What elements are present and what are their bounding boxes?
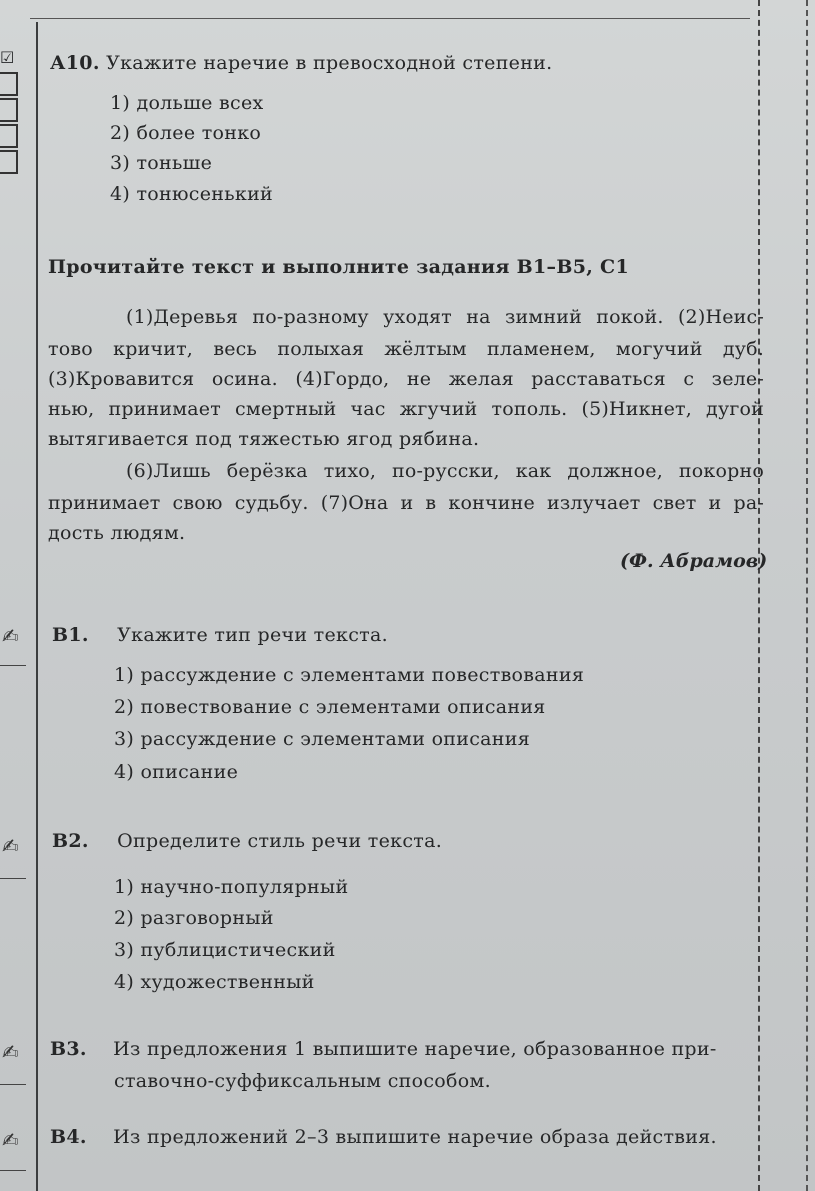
question-text: Определите стиль речи текста. xyxy=(117,830,443,852)
b2-option-3: 3) публицистический xyxy=(114,939,336,961)
question-number: В1. xyxy=(52,624,89,646)
b2-option-2: 2) разговорный xyxy=(114,907,274,929)
answer-line[interactable] xyxy=(0,1084,26,1085)
question-number: В3. xyxy=(50,1038,87,1060)
b1-option-2: 2) повествование с элементами описания xyxy=(114,696,546,718)
a10-option-1: 1) дольше всех xyxy=(110,92,264,114)
b1-option-1: 1) рассуждение с элементами повествования xyxy=(114,664,585,686)
passage-line-3: (3)Кровавится осина. (4)Гордо, не желая расставаться с зеле- xyxy=(48,368,764,390)
question-b1 xyxy=(52,624,388,646)
answer-line[interactable] xyxy=(0,878,26,879)
passage-line-4: нью, принимает смертный час жгучий тополь. (5)Никнет, дугой xyxy=(48,398,764,420)
answer-line[interactable] xyxy=(0,665,26,666)
question-text: Укажите тип речи текста. xyxy=(117,624,388,646)
a10-option-2: 2) более тонко xyxy=(110,122,262,144)
question-b3 xyxy=(50,1038,717,1060)
pencil-icon: ✍ xyxy=(2,1128,19,1152)
passage-line-8: дость людям. xyxy=(48,522,186,544)
passage-line-1: (1)Деревья по-разному уходят на зимний покой. (2)Неис- xyxy=(126,306,764,328)
answer-box-2[interactable] xyxy=(0,98,18,122)
answer-line[interactable] xyxy=(0,1170,26,1171)
passage-author: (Ф. Абрамов) xyxy=(620,550,768,572)
cut-line-outer xyxy=(806,0,808,1191)
question-number: В2. xyxy=(52,830,89,852)
passage-line-5: вытягивается под тяжестью ягод рябина. xyxy=(48,428,480,450)
pencil-icon: ✍ xyxy=(2,624,19,648)
question-number: А10. xyxy=(50,52,100,74)
checkbox-checked-icon: ☑ xyxy=(0,48,15,67)
a10-option-3: 3) тоньше xyxy=(110,152,213,174)
pencil-icon: ✍ xyxy=(2,1040,19,1064)
answer-box-4[interactable] xyxy=(0,150,18,174)
answer-box-1[interactable] xyxy=(0,72,18,96)
question-text: Укажите наречие в превосходной степени. xyxy=(106,52,553,74)
question-b4 xyxy=(50,1126,717,1148)
cut-line xyxy=(758,0,760,1191)
a10-option-4: 4) тонюсенький xyxy=(110,183,273,205)
b2-option-1: 1) научно-популярный xyxy=(114,876,349,898)
b1-option-4: 4) описание xyxy=(114,761,239,783)
question-text: Из предложений 2–3 выпишите наречие образа действия. xyxy=(113,1126,717,1148)
passage-line-7: принимает свою судьбу. (7)Она и в кончине излучает свет и ра- xyxy=(48,492,764,514)
pencil-icon: ✍ xyxy=(2,834,19,858)
question-a10 xyxy=(50,52,552,74)
question-b3-continued: ставочно-суффиксальным способом. xyxy=(114,1070,491,1092)
b1-option-3: 3) рассуждение с элементами описания xyxy=(114,728,531,750)
passage-line-2: тово кричит, весь полыхая жёлтым пламенем, могучий дуб. xyxy=(48,338,764,360)
question-text: Из предложения 1 выпишите наречие, образованное при- xyxy=(113,1038,717,1060)
top-rule xyxy=(30,18,750,19)
passage-line-6: (6)Лишь берёзка тихо, по-русски, как должное, покорно xyxy=(126,460,764,482)
b2-option-4: 4) художественный xyxy=(114,971,315,993)
question-b2 xyxy=(52,830,442,852)
question-number: В4. xyxy=(50,1126,87,1148)
answer-box-3[interactable] xyxy=(0,124,18,148)
instruction-heading: Прочитайте текст и выполните задания В1–В5, С1 xyxy=(48,256,629,278)
margin-rule xyxy=(36,22,38,1191)
